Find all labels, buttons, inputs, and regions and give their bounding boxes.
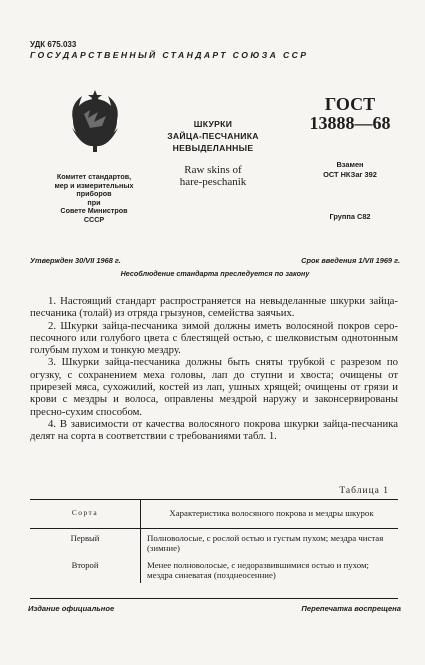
state-standard-header: ГОСУДАРСТВЕННЫЙ СТАНДАРТ СОЮЗА ССР xyxy=(30,50,309,60)
standard-group: Группа С82 xyxy=(329,212,371,221)
title-ru-line: НЕВЫДЕЛАННЫЕ xyxy=(172,143,254,153)
table-row xyxy=(30,529,398,557)
table-cell-grade: Второй xyxy=(30,556,141,583)
title-ru-line: ШКУРКИ xyxy=(193,119,233,129)
gost-label: ГОСТ xyxy=(324,94,376,114)
footer-divider xyxy=(30,598,398,599)
table-caption: Таблица 1 xyxy=(339,486,389,496)
table-row xyxy=(30,556,398,583)
committee-line: Совете Министров xyxy=(60,206,128,216)
footer-reprint-prohibited: Перепечатка воспрещена xyxy=(301,604,401,613)
legal-notice: Несоблюдение стандарта преследуется по закону xyxy=(120,269,310,278)
committee-name xyxy=(24,173,164,225)
title-ru-line: ЗАЙЦА-ПЕСЧАНИКА xyxy=(167,131,259,141)
committee-line: приборов xyxy=(76,189,112,199)
title-russian xyxy=(148,118,278,154)
paragraph: 4. В зависимости от качества волосяного покрова шкурки зайца-песчаника делят на сорта в соответствии с требованиями табл. 1. xyxy=(30,417,398,443)
grades-table xyxy=(30,499,398,583)
table-cell-grade: Первый xyxy=(30,529,141,557)
paragraph: 2. Шкурки зайца-песчаника зимой должны иметь волосяной покров серо-песочного или голубого цвета с блестящей остью, с шелковистым однотонным голубым пухом и тонкую мездру. xyxy=(30,319,398,357)
ussr-state-emblem-icon xyxy=(62,88,128,154)
udk-code: УДК 675.033 xyxy=(30,40,77,49)
title-english xyxy=(148,164,278,188)
table-cell-description: Менее полноволосые, с недоразвившимися остью и пухом; мездра синеватая (позднеосенние) xyxy=(147,560,369,580)
replace-value: ОСТ НКЗаг 392 xyxy=(323,170,377,179)
replace-label: Взамен xyxy=(336,160,364,169)
table-header-row xyxy=(30,500,398,529)
document-body xyxy=(30,295,398,443)
gost-number: 13888—68 xyxy=(309,113,391,133)
table-cell-description: Полноволосые, с рослой остью и густым пухом; мездра чистая (зимние) xyxy=(147,533,384,553)
approval-date: Утвержден 30/VII 1968 г. xyxy=(30,256,121,265)
committee-line: СССР xyxy=(83,214,105,224)
effective-date: Срок введения 1/VII 1969 г. xyxy=(301,256,400,265)
title-en-line: Raw skins of xyxy=(184,164,242,176)
committee-line: при xyxy=(87,197,101,207)
committee-line: мер и измерительных xyxy=(54,180,134,190)
table-header-description: Характеристика волосяного покрова и мездры шкурок xyxy=(141,500,399,529)
footer-official-edition: Издание официальное xyxy=(28,604,115,613)
paragraph: 1. Настоящий стандарт распространяется на невыделанные шкурки зайца-песчаника (толай) из отряда грызунов, семейства заячьих. xyxy=(30,295,398,320)
replaces-block xyxy=(300,160,400,180)
committee-line: Комитет стандартов, xyxy=(56,172,132,181)
gost-designation xyxy=(300,95,400,133)
table-header-grade: Сорта xyxy=(30,500,141,529)
paragraph: 3. Шкурки зайца-песчаника должны быть сняты трубкой с разрезом по огузку, с сохранением меха головы, лап до ступни и хвоста; очищены от прирезей мяса, сухожилий, костей из лап, ушных хрящей; очищены от грязи и крови с мездры и волоса, оправлены мездрой наружу и законсервированы пресно-сухим способом. xyxy=(30,356,398,418)
title-en-line: hare-peschanik xyxy=(179,176,247,188)
